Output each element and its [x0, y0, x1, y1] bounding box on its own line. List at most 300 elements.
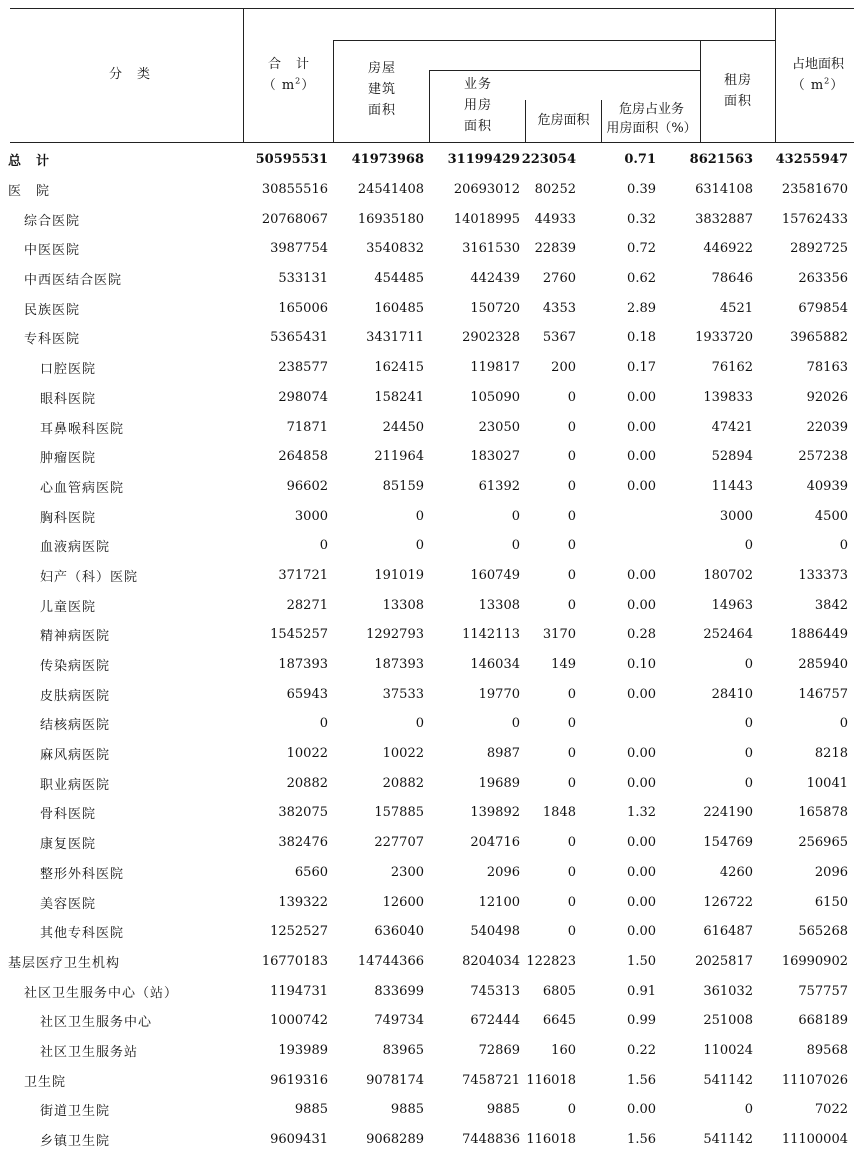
cell-building: 10022	[382, 746, 424, 762]
cell-building: 211964	[374, 449, 424, 465]
row-label: 骨科医院	[40, 807, 97, 823]
cell-total: 238577	[278, 360, 328, 376]
cell-ratio: 1.32	[627, 805, 656, 821]
cell-business: 672444	[470, 1013, 520, 1029]
cell-rented: 0	[744, 716, 753, 732]
cell-ratio: 0.00	[627, 864, 656, 880]
cell-rented: 361032	[703, 983, 753, 999]
header-total-unit: （ $m^2$）	[262, 76, 316, 93]
header-land-label: 占地面积	[791, 57, 844, 72]
table-row	[8, 798, 848, 828]
cell-ratio: 0.00	[627, 746, 656, 762]
cell-building: 187393	[374, 657, 424, 673]
cell-ratio: 0.00	[627, 924, 656, 940]
cell-building: 0	[415, 716, 424, 732]
cell-ratio: 2.89	[627, 300, 656, 316]
cell-building: 2300	[390, 864, 424, 880]
cell-danger: 0	[567, 508, 576, 524]
cell-total: 371721	[278, 567, 328, 583]
cell-danger: 0	[567, 597, 576, 613]
cell-danger: 0	[567, 478, 576, 494]
table-row	[8, 472, 848, 502]
cell-ratio: 0.00	[627, 597, 656, 613]
cell-rented: 4521	[719, 300, 753, 316]
cell-danger: 0	[567, 775, 576, 791]
cell-rented: 11443	[711, 478, 753, 494]
cell-danger: 0	[567, 746, 576, 762]
cell-ratio: 0.00	[627, 419, 656, 435]
row-label: 血液病医院	[40, 540, 111, 556]
cell-ratio: 0.00	[627, 686, 656, 702]
cell-danger: 223054	[521, 152, 576, 168]
cell-danger: 6805	[542, 983, 576, 999]
cell-land: 16990902	[781, 953, 848, 969]
cell-business: 8987	[486, 746, 520, 762]
cell-business: 19689	[478, 775, 520, 791]
cell-total: 298074	[278, 389, 328, 405]
cell-business: 1142113	[462, 627, 520, 643]
cell-danger: 80252	[534, 182, 576, 198]
cell-business: 23050	[478, 419, 520, 435]
cell-danger: 0	[567, 389, 576, 405]
table-row	[8, 175, 848, 205]
table-row	[8, 828, 848, 858]
business-group-rule	[430, 70, 701, 71]
cell-ratio: 1.56	[627, 1072, 656, 1088]
cell-business: 12100	[478, 894, 520, 910]
cell-ratio: 0.72	[627, 241, 656, 257]
row-label: 皮肤病医院	[40, 688, 111, 704]
cell-land: 2892725	[790, 241, 848, 257]
cell-building: 191019	[374, 567, 424, 583]
cell-business: 19770	[478, 686, 520, 702]
cell-business: 8204034	[462, 953, 520, 969]
cell-ratio: 0.00	[627, 389, 656, 405]
cell-building: 41973968	[351, 152, 424, 168]
cell-land: 89568	[806, 1042, 848, 1058]
cell-danger: 1848	[542, 805, 576, 821]
cell-total: 0	[319, 538, 328, 554]
table-row	[8, 887, 848, 917]
table-row	[8, 234, 848, 264]
cell-danger: 122823	[526, 953, 576, 969]
cell-ratio: 1.50	[627, 953, 656, 969]
table-row	[8, 293, 848, 323]
cell-land: 8218	[814, 746, 848, 762]
cell-total: 3987754	[270, 241, 328, 257]
header-bottom-rule	[10, 142, 854, 143]
header-total	[245, 54, 333, 96]
data-table	[8, 145, 848, 1154]
cell-rented: 0	[744, 775, 753, 791]
cell-land: 165878	[798, 805, 848, 821]
cell-total: 20882	[286, 775, 328, 791]
cell-danger: 0	[567, 1102, 576, 1118]
table-row	[8, 1095, 848, 1125]
header-danger-ratio: 危房占业务 用房面积（%）	[606, 102, 697, 136]
cell-danger: 22839	[534, 241, 576, 257]
cell-business: 72869	[478, 1042, 520, 1058]
cell-business: 0	[511, 538, 520, 554]
cell-total: 533131	[278, 271, 328, 287]
cell-land: 256965	[798, 835, 848, 851]
cell-danger: 0	[567, 449, 576, 465]
cell-ratio: 0.00	[627, 567, 656, 583]
table-row	[8, 353, 848, 383]
row-label: 社区卫生服务站	[40, 1044, 139, 1060]
cell-land: 133373	[798, 567, 848, 583]
cell-rented: 541142	[703, 1072, 753, 1088]
cell-business: 2096	[486, 864, 520, 880]
table-row	[8, 1006, 848, 1036]
cell-danger: 116018	[526, 1072, 576, 1088]
cell-business: 31199429	[447, 152, 520, 168]
cell-total: 5365431	[270, 330, 328, 346]
cell-rented: 28410	[711, 686, 753, 702]
cell-danger: 0	[567, 567, 576, 583]
table-row	[8, 501, 848, 531]
cell-building: 85159	[382, 478, 424, 494]
cell-land: 92026	[806, 389, 848, 405]
cell-business: 183027	[470, 449, 520, 465]
cell-business: 119817	[470, 360, 520, 376]
row-label: 综合医院	[24, 213, 81, 229]
row-label: 其他专科医院	[40, 926, 125, 942]
cell-rented: 0	[744, 657, 753, 673]
cell-building: 227707	[374, 835, 424, 851]
cell-danger: 0	[567, 538, 576, 554]
row-label: 卫生院	[24, 1074, 67, 1090]
cell-land: 10041	[806, 775, 848, 791]
cell-ratio: 0.10	[627, 657, 656, 673]
row-label: 眼科医院	[40, 391, 97, 407]
cell-danger: 5367	[542, 330, 576, 346]
cell-land: 23581670	[781, 182, 848, 198]
cell-building: 12600	[382, 894, 424, 910]
table-row	[8, 620, 848, 650]
cell-land: 4500	[814, 508, 848, 524]
row-label: 结核病医院	[40, 718, 111, 734]
cell-total: 10022	[286, 746, 328, 762]
table-row	[8, 650, 848, 680]
cell-ratio: 0.00	[627, 478, 656, 494]
table-row	[8, 531, 848, 561]
cell-land: 0	[839, 538, 848, 554]
cell-rented: 3000	[719, 508, 753, 524]
row-label: 传染病医院	[40, 659, 111, 675]
row-label: 社区卫生服务中心（站）	[24, 985, 179, 1001]
row-label: 基层医疗卫生机构	[8, 955, 121, 971]
table-row	[8, 768, 848, 798]
cell-rented: 446922	[703, 241, 753, 257]
cell-total: 165006	[278, 300, 328, 316]
cell-danger: 0	[567, 864, 576, 880]
cell-building: 0	[415, 508, 424, 524]
table-row	[8, 679, 848, 709]
cell-rented: 47421	[711, 419, 753, 435]
cell-ratio: 0.39	[627, 182, 656, 198]
row-label: 妇产（科）医院	[40, 569, 139, 585]
cell-rented: 110024	[703, 1042, 753, 1058]
cell-building: 0	[415, 538, 424, 554]
table-row	[8, 709, 848, 739]
cell-business: 105090	[470, 389, 520, 405]
cell-total: 1252527	[270, 924, 328, 940]
cell-total: 50595531	[255, 152, 328, 168]
cell-total: 6560	[294, 864, 328, 880]
cell-rented: 14963	[711, 597, 753, 613]
header-land-unit: （ $m^2$）	[791, 76, 845, 93]
cell-building: 158241	[374, 389, 424, 405]
row-label: 乡镇卫生院	[40, 1134, 111, 1150]
row-label: 社区卫生服务中心	[40, 1015, 153, 1031]
cell-total: 3000	[294, 508, 328, 524]
cell-rented: 616487	[703, 924, 753, 940]
cell-total: 65943	[286, 686, 328, 702]
cell-building: 162415	[374, 360, 424, 376]
cell-land: 15762433	[781, 211, 848, 227]
row-label: 麻风病医院	[40, 748, 111, 764]
cell-danger: 6645	[542, 1013, 576, 1029]
cell-business: 9885	[486, 1102, 520, 1118]
header-category: 分 类	[108, 67, 151, 82]
row-label: 美容医院	[40, 896, 97, 912]
cell-business: 139892	[470, 805, 520, 821]
cell-rented: 4260	[719, 864, 753, 880]
cell-rented: 2025817	[695, 953, 753, 969]
cell-business: 0	[511, 716, 520, 732]
cell-rented: 154769	[703, 835, 753, 851]
cell-building: 9885	[390, 1102, 424, 1118]
row-label: 康复医院	[40, 837, 97, 853]
table-row	[8, 412, 848, 442]
cell-rented: 0	[744, 1102, 753, 1118]
cell-business: 745313	[470, 983, 520, 999]
cell-total: 382476	[278, 835, 328, 851]
cell-land: 22039	[806, 419, 848, 435]
header-total-label: 合 计	[267, 57, 310, 72]
cell-building: 16935180	[357, 211, 424, 227]
cell-rented: 139833	[703, 389, 753, 405]
row-label: 心血管病医院	[40, 480, 125, 496]
cell-danger: 160	[551, 1042, 576, 1058]
table-body	[8, 145, 848, 1154]
cell-danger: 0	[567, 924, 576, 940]
table-row	[8, 561, 848, 591]
cell-danger: 116018	[526, 1132, 576, 1148]
cell-ratio: 0.18	[627, 330, 656, 346]
table-row	[8, 947, 848, 977]
cell-total: 9609431	[270, 1132, 328, 1148]
cell-ratio: 0.22	[627, 1042, 656, 1058]
cell-rented: 76162	[711, 360, 753, 376]
row-label: 整形外科医院	[40, 866, 125, 882]
table-row	[8, 739, 848, 769]
cell-land: 146757	[798, 686, 848, 702]
header-building-area: 房屋 建筑 面积	[367, 61, 396, 118]
table-row	[8, 264, 848, 294]
table-row	[8, 145, 848, 175]
cell-business: 3161530	[462, 241, 520, 257]
cell-rented: 0	[744, 538, 753, 554]
cell-business: 61392	[478, 478, 520, 494]
cell-rented: 1933720	[695, 330, 753, 346]
cell-ratio: 1.56	[627, 1132, 656, 1148]
cell-land: 6150	[814, 894, 848, 910]
cell-rented: 126722	[703, 894, 753, 910]
cell-building: 9078174	[366, 1072, 424, 1088]
col-divider-1	[243, 8, 244, 142]
cell-business: 7448836	[462, 1132, 520, 1148]
row-label: 中医医院	[24, 243, 81, 259]
cell-land: 78163	[806, 360, 848, 376]
table-row	[8, 917, 848, 947]
cell-total: 28271	[286, 597, 328, 613]
cell-danger: 3170	[542, 627, 576, 643]
header-rented-area: 租房 面积	[723, 73, 752, 109]
cell-land: 757757	[798, 983, 848, 999]
cell-land: 668189	[798, 1013, 848, 1029]
cell-business: 14018995	[453, 211, 520, 227]
header-business-area: 业务 用房 面积	[463, 77, 492, 134]
cell-rented: 6314108	[695, 182, 753, 198]
row-label: 儿童医院	[40, 599, 97, 615]
row-label: 总 计	[8, 154, 51, 170]
row-label: 口腔医院	[40, 362, 97, 378]
row-label: 肿瘤医院	[40, 451, 97, 467]
cell-total: 9619316	[270, 1072, 328, 1088]
cell-building: 749734	[374, 1013, 424, 1029]
cell-land: 0	[839, 716, 848, 732]
cell-business: 204716	[470, 835, 520, 851]
cell-business: 13308	[478, 597, 520, 613]
building-group-rule	[334, 40, 776, 41]
cell-danger: 0	[567, 716, 576, 732]
cell-rented: 52894	[711, 449, 753, 465]
cell-building: 454485	[374, 271, 424, 287]
cell-business: 540498	[470, 924, 520, 940]
cell-total: 16770183	[261, 953, 328, 969]
cell-land: 11100004	[781, 1132, 848, 1148]
row-label: 耳鼻喉科医院	[40, 421, 125, 437]
cell-land: 7022	[814, 1102, 848, 1118]
cell-building: 9068289	[366, 1132, 424, 1148]
cell-building: 24541408	[357, 182, 424, 198]
cell-total: 71871	[286, 419, 328, 435]
cell-total: 193989	[278, 1042, 328, 1058]
row-label: 精神病医院	[40, 629, 111, 645]
cell-land: 1886449	[790, 627, 848, 643]
cell-land: 11107026	[781, 1072, 848, 1088]
cell-rented: 224190	[703, 805, 753, 821]
cell-rented: 8621563	[689, 152, 753, 168]
cell-rented: 78646	[711, 271, 753, 287]
cell-ratio: 0.00	[627, 894, 656, 910]
table-row	[8, 858, 848, 888]
table-row	[8, 1036, 848, 1066]
row-label: 医 院	[8, 184, 51, 200]
cell-business: 20693012	[453, 182, 520, 198]
cell-building: 14744366	[357, 953, 424, 969]
table-row	[8, 323, 848, 353]
table-row	[8, 383, 848, 413]
cell-business: 150720	[470, 300, 520, 316]
cell-danger: 44933	[534, 211, 576, 227]
cell-rented: 180702	[703, 567, 753, 583]
cell-ratio	[576, 709, 656, 739]
row-label: 中西医结合医院	[24, 273, 123, 289]
cell-business: 146034	[470, 657, 520, 673]
cell-rented: 0	[744, 746, 753, 762]
cell-ratio	[576, 501, 656, 531]
cell-rented: 541142	[703, 1132, 753, 1148]
cell-danger: 200	[551, 360, 576, 376]
cell-ratio: 0.00	[627, 1102, 656, 1118]
cell-land: 565268	[798, 924, 848, 940]
table-row	[8, 1065, 848, 1095]
cell-danger: 149	[551, 657, 576, 673]
cell-ratio: 0.00	[627, 835, 656, 851]
table-row	[8, 590, 848, 620]
cell-total: 9885	[294, 1102, 328, 1118]
cell-total: 20768067	[261, 211, 328, 227]
cell-rented: 251008	[703, 1013, 753, 1029]
top-rule	[10, 8, 854, 9]
table-row	[8, 1125, 848, 1155]
cell-land: 285940	[798, 657, 848, 673]
row-label: 民族医院	[24, 302, 81, 318]
cell-ratio: 0.91	[627, 983, 656, 999]
cell-business: 0	[511, 508, 520, 524]
cell-land: 257238	[798, 449, 848, 465]
cell-land: 679854	[798, 300, 848, 316]
cell-building: 20882	[382, 775, 424, 791]
header-danger-area: 危房面积	[537, 113, 590, 128]
cell-danger: 2760	[542, 271, 576, 287]
cell-rented: 3832887	[695, 211, 753, 227]
cell-danger: 0	[567, 835, 576, 851]
cell-building: 1292793	[366, 627, 424, 643]
cell-land: 2096	[814, 864, 848, 880]
cell-building: 3431711	[366, 330, 424, 346]
cell-building: 833699	[374, 983, 424, 999]
cell-ratio: 0.00	[627, 775, 656, 791]
cell-total: 264858	[278, 449, 328, 465]
cell-ratio: 0.00	[627, 449, 656, 465]
cell-ratio: 0.71	[624, 152, 656, 168]
row-label: 街道卫生院	[40, 1104, 111, 1120]
cell-business: 2902328	[462, 330, 520, 346]
cell-land: 43255947	[775, 152, 848, 168]
cell-building: 37533	[382, 686, 424, 702]
cell-danger: 0	[567, 894, 576, 910]
table-row	[8, 204, 848, 234]
cell-total: 187393	[278, 657, 328, 673]
header-land-area	[776, 54, 860, 96]
cell-total: 139322	[278, 894, 328, 910]
cell-danger: 4353	[542, 300, 576, 316]
cell-ratio: 0.32	[627, 211, 656, 227]
table-row	[8, 442, 848, 472]
row-label: 职业病医院	[40, 777, 111, 793]
table-row	[8, 976, 848, 1006]
cell-total: 382075	[278, 805, 328, 821]
cell-land: 40939	[806, 478, 848, 494]
cell-ratio	[576, 531, 656, 561]
cell-building: 636040	[374, 924, 424, 940]
cell-total: 1000742	[270, 1013, 328, 1029]
cell-ratio: 0.17	[627, 360, 656, 376]
